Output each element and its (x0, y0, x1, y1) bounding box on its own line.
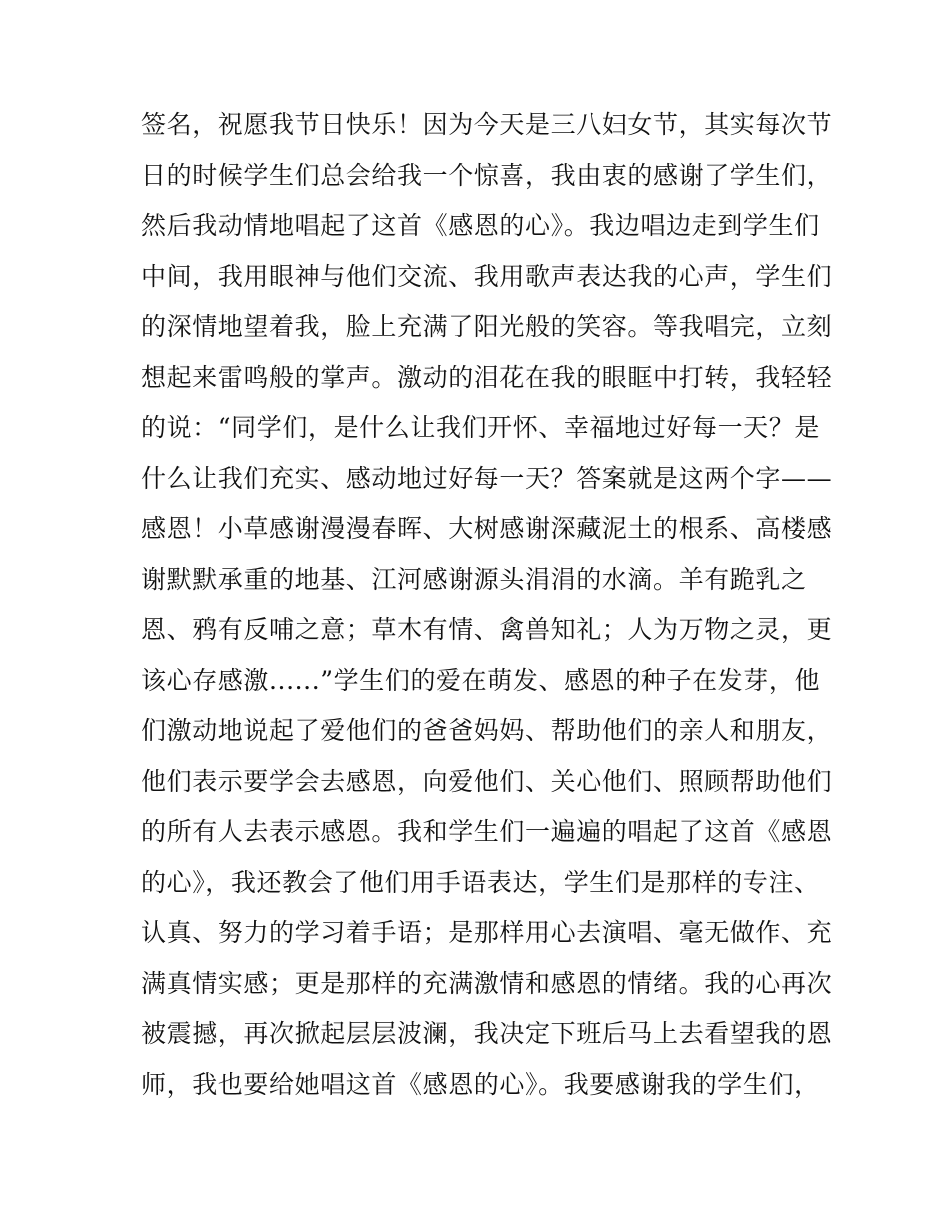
text-line-2: 日的时候学生们总会给我一个惊喜，我由衷的感谢了学生们， (141, 160, 833, 190)
text-line-11: 恩、鸦有反哺之意；草木有情、禽兽知礼；人为万物之灵，更 (141, 615, 833, 644)
text-line-4: 中间，我用眼神与他们交流、我用歌声表达我的心声，学生们 (141, 261, 833, 291)
text-line-10: 谢默默承重的地基、江河感谢源头涓涓的水滴。羊有跪乳之 (141, 564, 807, 594)
text-line-1: 签名，祝愿我节日快乐！因为今天是三八妇女节，其实每次节 (141, 110, 833, 139)
text-line-19: 被震撼，再次掀起层层波澜，我决定下班后马上去看望我的恩 (141, 1019, 833, 1048)
text-line-13: 们激动地说起了爱他们的爸爸妈妈、帮助他们的亲人和朋友， (141, 716, 833, 745)
text-line-12: 该心存感激......”学生们的爱在萌发、感恩的种子在发芽，他 (141, 665, 821, 695)
text-line-17: 认真、努力的学习着手语；是那样用心去演唱、毫无做作、充 (141, 918, 833, 947)
text-line-9: 感恩！小草感谢漫漫春晖、大树感谢深藏泥土的根系、高楼感 (141, 514, 833, 543)
text-line-7: 的说：“同学们，是什么让我们开怀、幸福地过好每一天？是 (141, 413, 820, 442)
text-line-8: 什么让我们充实、感动地过好每一天？答案就是这两个字—— (141, 463, 833, 493)
text-line-6: 想起来雷鸣般的掌声。激动的泪花在我的眼眶中打转，我轻轻 (141, 362, 833, 392)
text-line-14: 他们表示要学会去感恩，向爱他们、关心他们、照顾帮助他们 (141, 766, 833, 796)
body-text (141, 100, 833, 1110)
text-line-18: 满真情实感；更是那样的充满激情和感恩的情绪。我的心再次 (141, 968, 833, 998)
text-line-15: 的所有人去表示感恩。我和学生们一遍遍的唱起了这首《感恩 (141, 817, 833, 846)
text-line-16: 的心》，我还教会了他们用手语表达，学生们是那样的专注、 (141, 867, 820, 897)
text-line-5: 的深情地望着我，脸上充满了阳光般的笑容。等我唱完，立刻 (141, 312, 833, 341)
text-line-20: 师，我也要给她唱这首《感恩的心》。我要感谢我的学生们， (141, 1069, 820, 1099)
text-line-3: 然后我动情地唱起了这首《感恩的心》。我边唱边走到学生们 (141, 211, 820, 240)
